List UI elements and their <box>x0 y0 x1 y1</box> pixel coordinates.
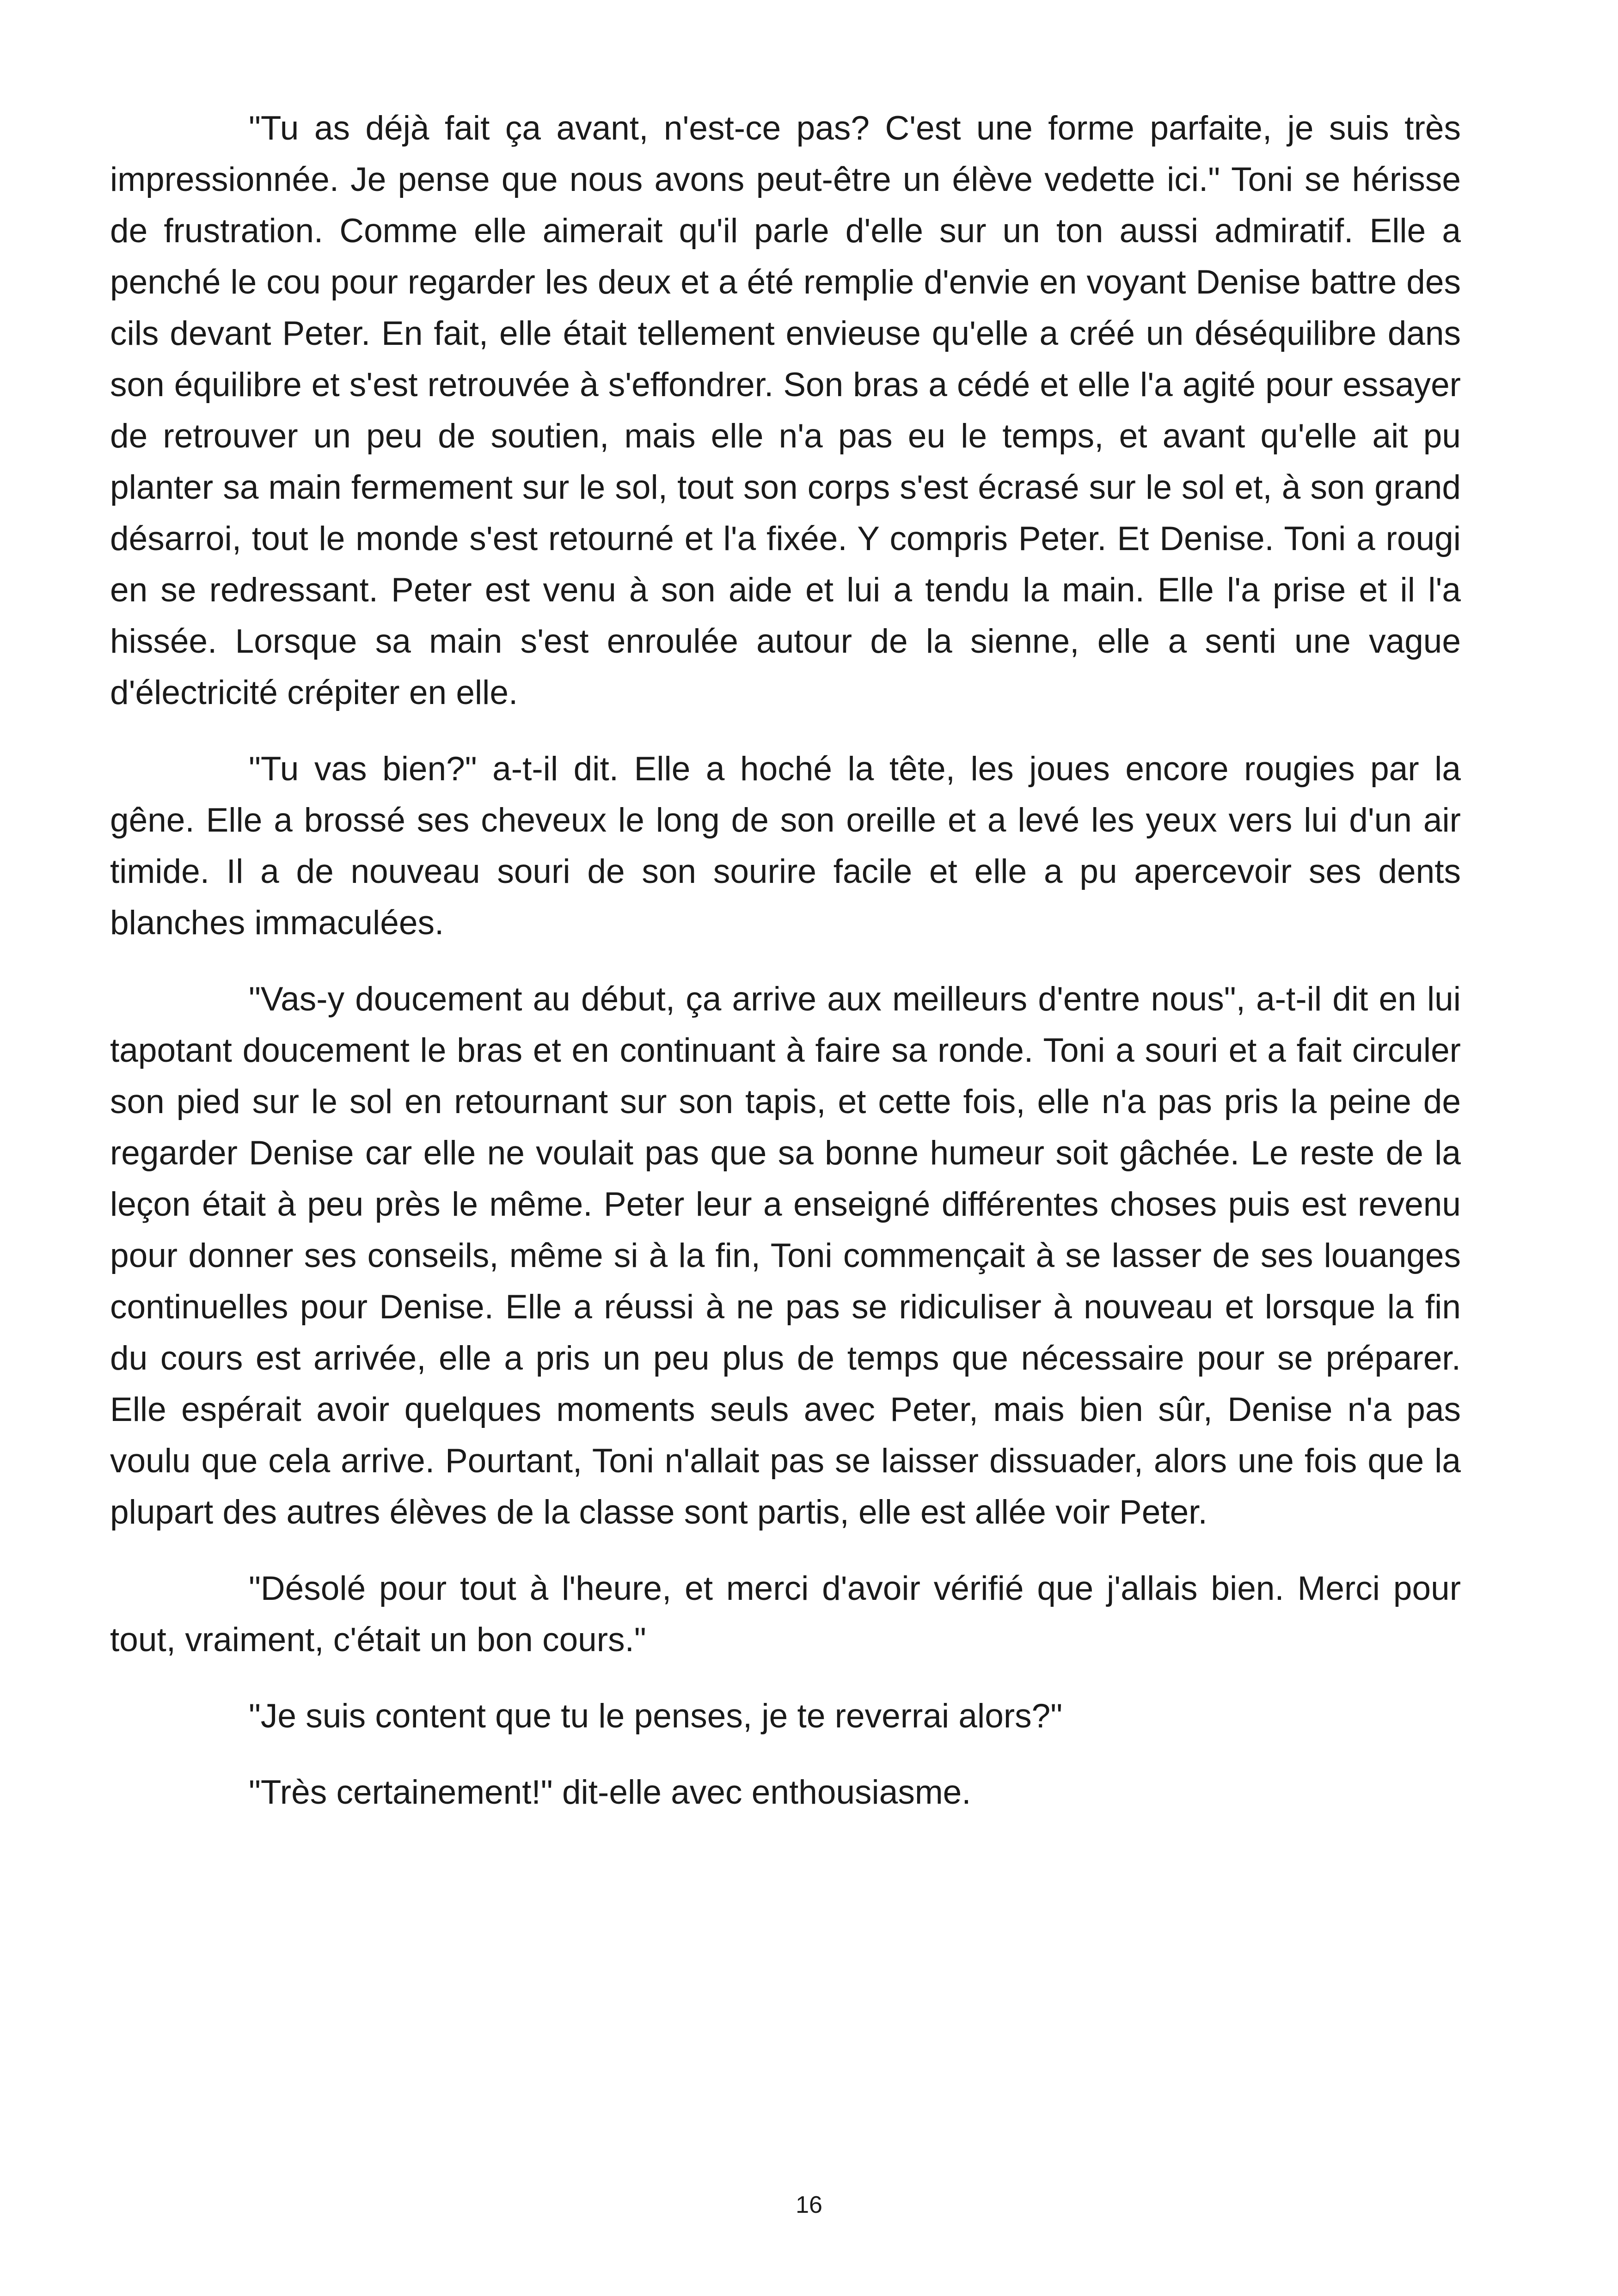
paragraph-3: "Vas-y doucement au début, ça arrive aux meilleurs d'entre nous", a-t-il dit en lui tapotant doucement le bras et en continuant à faire sa ronde. Toni a souri et a fait circuler son pied sur le sol en retournant sur son tapis, et cette fois, elle n'a pas pris la peine de regarder Denise car elle ne voulait pas que sa bonne humeur soit gâchée. Le reste de la leçon était à peu près le même. Peter leur a enseigné différentes choses puis est revenu pour donner ses conseils, même si à la fin, Toni commençait à se lasser de ses louanges continuelles pour Denise. Elle a réussi à ne pas se ridiculiser à nouveau et lorsque la fin du cours est arrivée, elle a pris un peu plus de temps que nécessaire pour se préparer. Elle espérait avoir quelques moments seuls avec Peter, mais bien sûr, Denise n'a pas voulu que cela arrive. Pourtant, Toni n'allait pas se laisser dissuader, alors une fois que la plupart des autres élèves de la classe sont partis, elle est allée voir Peter. <box>110 980 1461 1531</box>
paragraph-6: "Très certainement!" dit-elle avec enthousiasme. <box>249 1774 971 1811</box>
paragraph-2: "Tu vas bien?" a-t-il dit. Elle a hoché la tête, les joues encore rougies par la gêne. Elle a brossé ses cheveux le long de son oreille et a levé les yeux vers lui d'un air timide. Il a de nouveau souri de son sourire facile et elle a pu apercevoir ses dents blanches immaculées. <box>110 750 1461 942</box>
paragraph-4: "Désolé pour tout à l'heure, et merci d'avoir vérifié que j'allais bien. Merci pour tout, vraiment, c'était un bon cours." <box>110 1570 1461 1659</box>
body-text <box>110 103 1461 1818</box>
paragraph-5: "Je suis content que tu le penses, je te reverrai alors?" <box>249 1697 1063 1735</box>
page-number: 16 <box>796 2192 822 2218</box>
paragraph-1: "Tu as déjà fait ça avant, n'est-ce pas? C'est une forme parfaite, je suis très impressionnée. Je pense que nous avons peut-être un élève vedette ici." Toni se hérisse de frustration. Comme elle aimerait qu'il parle d'elle sur un ton aussi admiratif. Elle a penché le cou pour regarder les deux et a été remplie d'envie en voyant Denise battre des cils devant Peter. En fait, elle était tellement envieuse qu'elle a créé un déséquilibre dans son équilibre et s'est retrouvée à s'effondrer. Son bras a cédé et elle l'a agité pour essayer de retrouver un peu de soutien, mais elle n'a pas eu le temps, et avant qu'elle ait pu planter sa main fermement sur le sol, tout son corps s'est écrasé sur le sol et, à son grand désarroi, tout le monde s'est retourné et l'a fixée. Y compris Peter. Et Denise. Toni a rougi en se redressant. Peter est venu à son aide et lui a tendu la main. Elle l'a prise et il l'a hissée. Lorsque sa main s'est enroulée autour de la sienne, elle a senti une vague d'électricité crépiter en elle. <box>110 110 1461 711</box>
